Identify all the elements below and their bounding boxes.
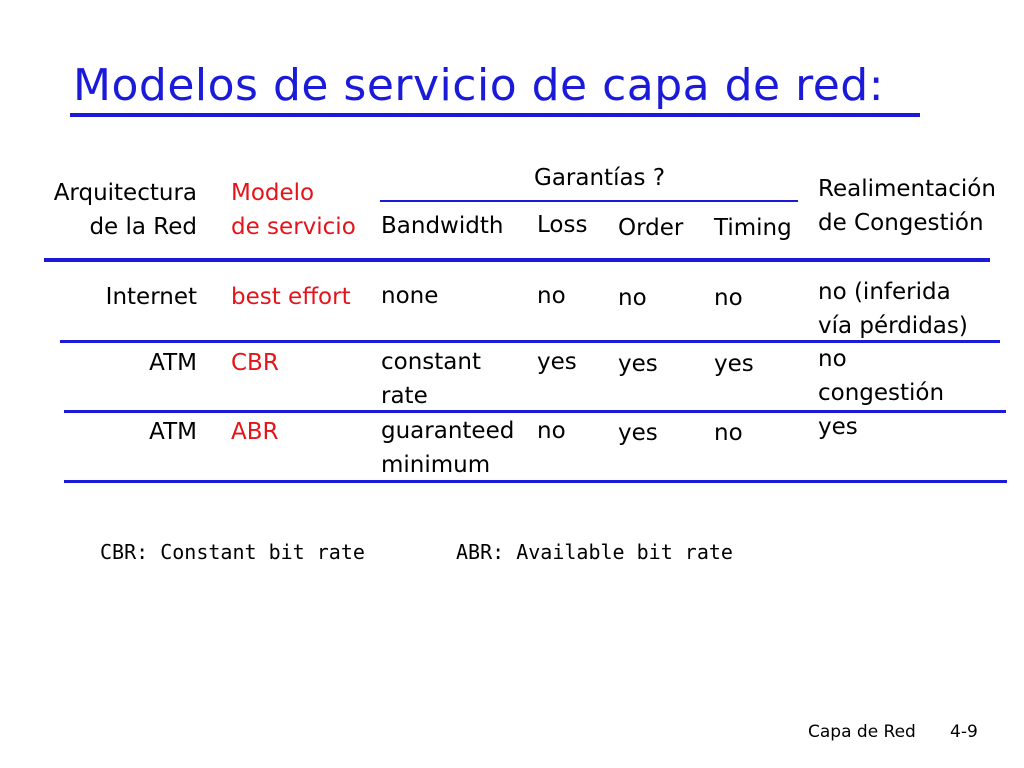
- row-atm-abr-architecture: ATM: [149, 419, 197, 445]
- guarantees-header: Garantías ?: [534, 165, 666, 191]
- row-internet-congestion-feedback: [818, 275, 968, 343]
- header-service-model-line2: de servicio: [231, 214, 356, 240]
- row-internet-architecture: Internet: [105, 284, 197, 310]
- row-internet-service-model: best effort: [231, 284, 351, 310]
- row-internet-congestion-feedback-line1: no (inferida: [818, 279, 951, 305]
- header-congestion-feedback-line2: de Congestión: [818, 210, 984, 236]
- row-internet-timing: no: [714, 285, 743, 311]
- row-atm-cbr-service-model: CBR: [231, 350, 279, 376]
- row-atm-cbr-bandwidth-line1: constant: [381, 349, 481, 375]
- slide-title: Modelos de servicio de capa de red:: [73, 60, 885, 111]
- title-underline: [70, 113, 920, 117]
- row-atm-abr-bandwidth-line2: minimum: [381, 452, 491, 478]
- row-internet-bandwidth-line1: none: [381, 283, 439, 309]
- row-atm-abr-bandwidth: [381, 414, 514, 482]
- row-atm-cbr-congestion-feedback: [818, 342, 944, 410]
- footnote-abr: ABR: Available bit rate: [456, 540, 733, 564]
- header-architecture-line1: Arquitectura: [53, 180, 197, 206]
- footer-section: Capa de Red: [808, 722, 916, 742]
- row-atm-cbr-bandwidth-line2: rate: [381, 383, 428, 409]
- row-atm-abr-loss: no: [537, 418, 566, 444]
- row-rule-3: [64, 480, 1007, 483]
- header-congestion-feedback-line1: Realimentación: [818, 176, 996, 202]
- row-atm-abr-bandwidth-line1: guaranteed: [381, 418, 515, 444]
- header-architecture-line2: de la Red: [89, 214, 197, 240]
- footnote-cbr: CBR: Constant bit rate: [100, 540, 365, 564]
- row-internet-order: no: [618, 285, 647, 311]
- row-atm-cbr-congestion-feedback-line2: congestión: [818, 380, 945, 406]
- row-internet-bandwidth: [381, 279, 438, 313]
- row-atm-abr-congestion-feedback-line1: yes: [818, 414, 858, 440]
- row-atm-abr-order: yes: [618, 420, 658, 446]
- footer-page-number: 4-9: [950, 722, 978, 742]
- header-bandwidth: Bandwidth: [381, 213, 504, 239]
- row-atm-abr-timing: no: [714, 420, 743, 446]
- row-atm-cbr-architecture: ATM: [149, 350, 197, 376]
- header-timing: Timing: [714, 215, 792, 241]
- header-order: Order: [618, 215, 684, 241]
- row-atm-abr-congestion-feedback: [818, 410, 858, 444]
- header-rule: [44, 258, 990, 262]
- header-congestion-feedback: [818, 172, 996, 240]
- header-loss: Loss: [537, 212, 588, 238]
- row-atm-cbr-congestion-feedback-line1: no: [818, 346, 847, 372]
- header-service-model: [231, 176, 356, 244]
- row-atm-cbr-order: yes: [618, 351, 658, 377]
- header-architecture: [20, 176, 197, 244]
- row-atm-abr-service-model: ABR: [231, 419, 279, 445]
- header-service-model-line1: Modelo: [231, 180, 315, 206]
- row-rule-2: [64, 410, 1006, 413]
- row-atm-cbr-timing: yes: [714, 351, 754, 377]
- row-atm-cbr-bandwidth: [381, 345, 481, 413]
- row-atm-cbr-loss: yes: [537, 349, 577, 375]
- row-internet-congestion-feedback-line2: vía pérdidas): [818, 313, 968, 339]
- row-internet-loss: no: [537, 283, 566, 309]
- guarantees-rule: [380, 200, 798, 202]
